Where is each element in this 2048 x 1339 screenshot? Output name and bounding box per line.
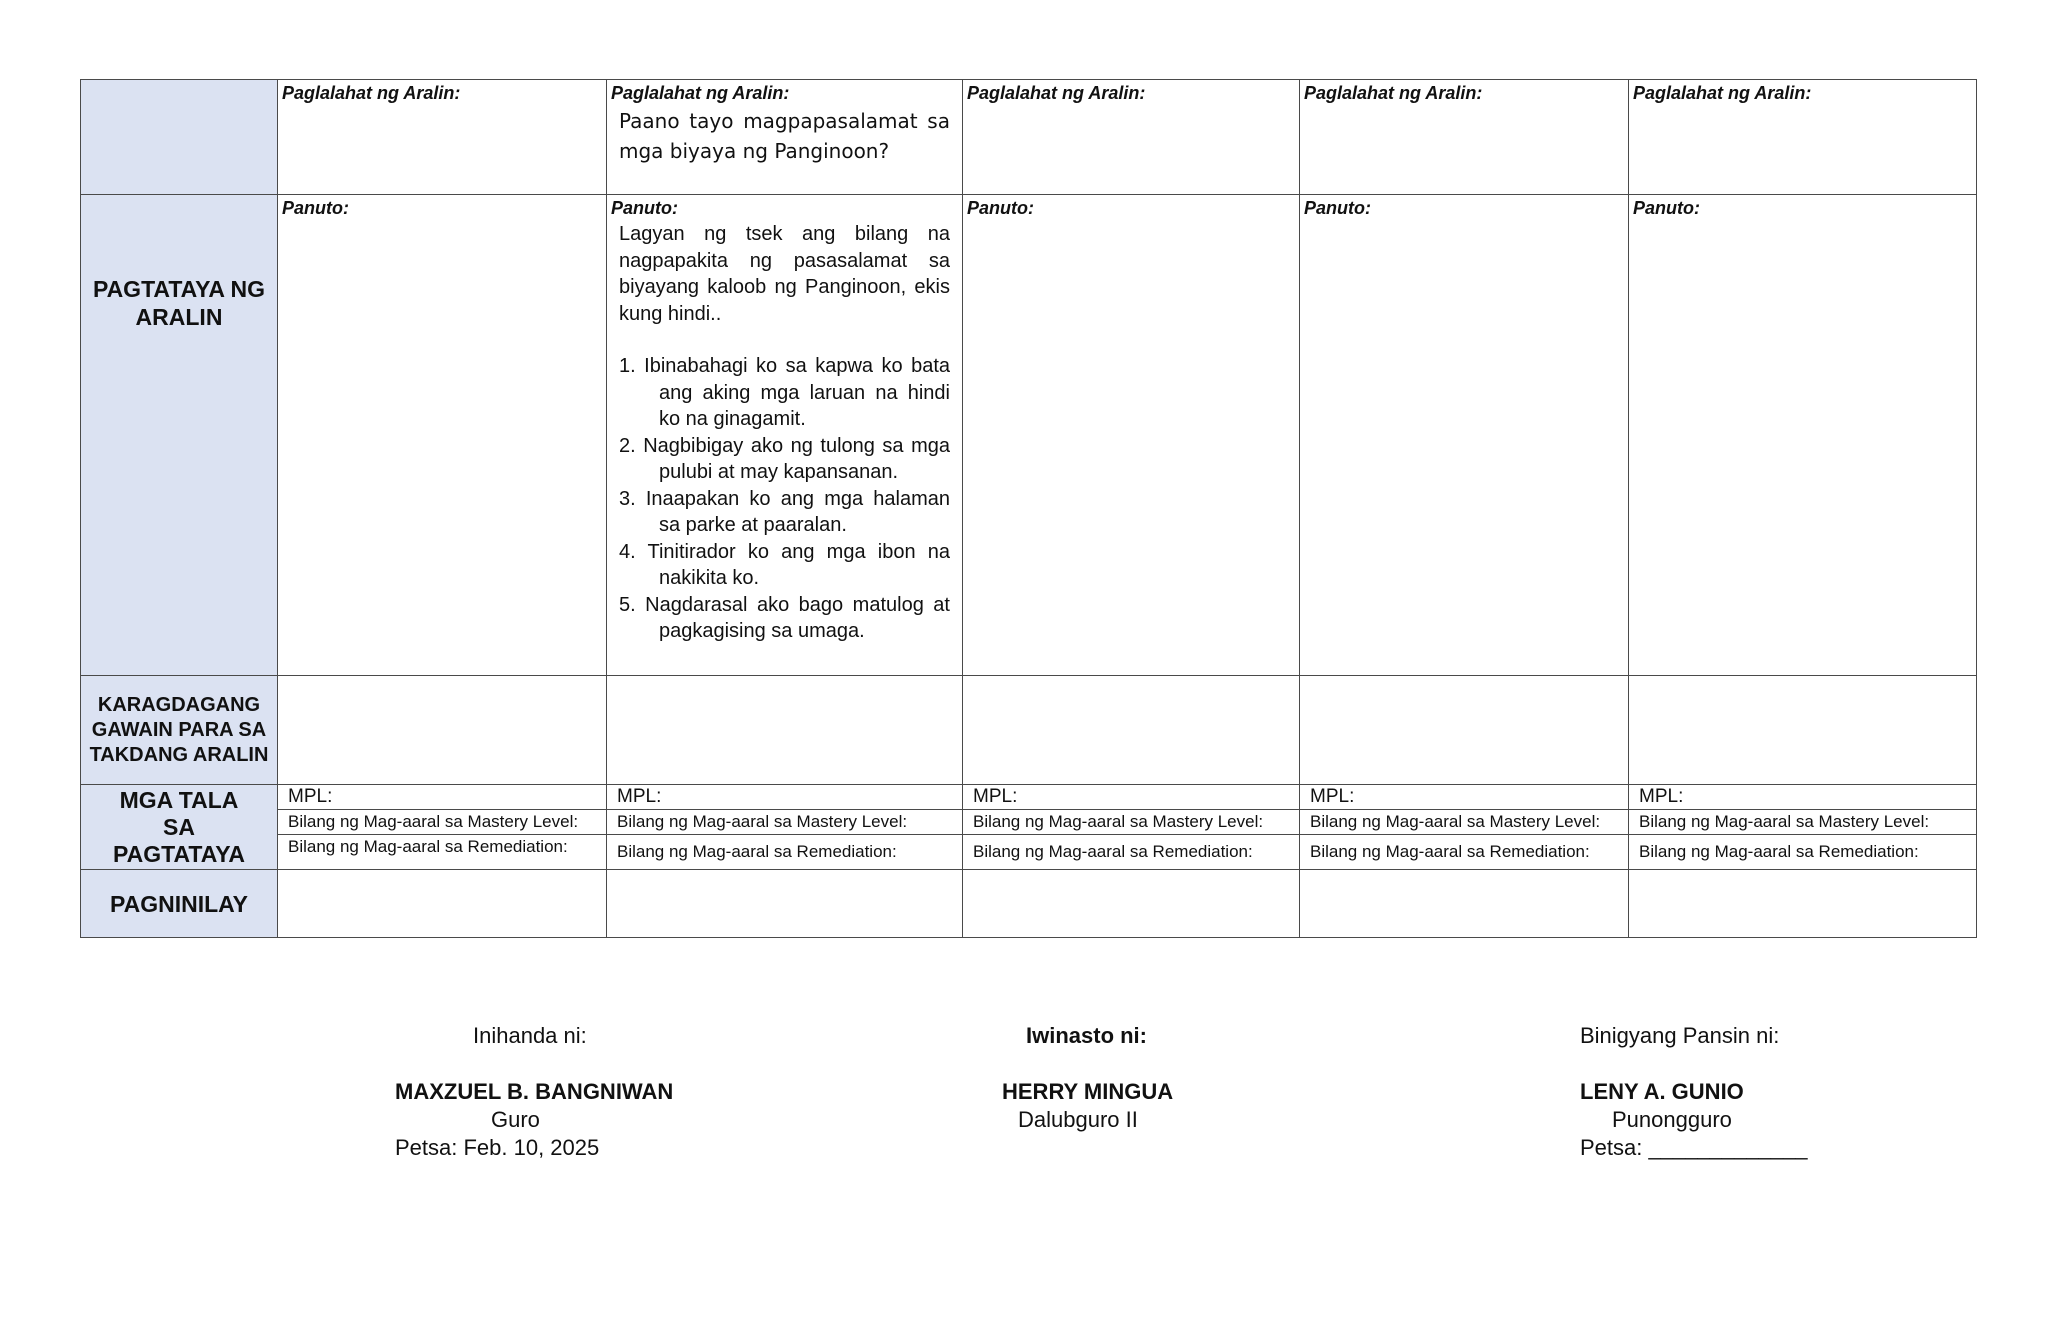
panuto-cell-tue	[607, 195, 963, 676]
row-label-pagtataya	[81, 195, 278, 676]
remediation-label: Bilang ng Mag-aaral sa Remediation:	[1639, 842, 1919, 861]
pagninilay-cell-tue	[607, 870, 963, 938]
karagdagang-label: KARAGDAGANG GAWAIN PARA SA TAKDANG ARALIN	[89, 693, 269, 766]
checked-by-name: HERRY MINGUA	[1002, 1079, 1174, 1104]
mastery-label: Bilang ng Mag-aaral sa Mastery Level:	[1300, 810, 1628, 835]
paglalahat-cell-wed	[963, 80, 1300, 195]
pagtataya-label: PAGTATAYA NG ARALIN	[92, 276, 266, 330]
tala-cell-fri	[1629, 785, 1977, 870]
assessment-item: 4. Tinitirador ko ang mga ibon na nakikita ko.	[619, 540, 950, 589]
row-label-pagninilay	[81, 870, 278, 938]
panuto-label: Panuto:	[1304, 198, 1371, 218]
lesson-plan-sheet	[80, 79, 1976, 937]
paglalahat-label: Paglalahat ng Aralin:	[1304, 83, 1483, 103]
row-label-karagdagang	[81, 676, 278, 785]
pagninilay-cell-thu	[1300, 870, 1629, 938]
panuto-cell-thu	[1300, 195, 1629, 676]
assessment-item: 1. Ibinabahagi ko sa kapwa ko bata ang aking mga laruan na hindi ko na ginagamit.	[619, 355, 950, 430]
mga-tala-row	[81, 785, 1977, 870]
pagninilay-label: PAGNINILAY	[109, 890, 249, 917]
pagninilay-cell-fri	[1629, 870, 1977, 938]
pagninilay-cell-mon	[278, 870, 607, 938]
mpl-label: MPL:	[1629, 785, 1976, 810]
lesson-plan-table	[80, 79, 1977, 938]
assessment-item: 2. Nagbibigay ako ng tulong sa mga pulubi at may kapansanan.	[619, 434, 950, 483]
mastery-label: Bilang ng Mag-aaral sa Mastery Level:	[278, 810, 606, 835]
mastery-label: Bilang ng Mag-aaral sa Mastery Level:	[607, 810, 962, 835]
panuto-label: Panuto:	[967, 198, 1034, 218]
checked-by-label: Iwinasto ni:	[1026, 1023, 1147, 1048]
prepared-by-date: Petsa: Feb. 10, 2025	[395, 1135, 600, 1160]
prepared-by-position: Guro	[491, 1107, 540, 1132]
assessment-item: 5. Nagdarasal ako bago matulog at pagkagising sa umaga.	[619, 593, 950, 642]
paglalahat-row	[81, 80, 1977, 195]
row-label-mga-tala	[81, 785, 278, 870]
mpl-label: MPL:	[278, 785, 606, 810]
prepared-by-label: Inihanda ni:	[473, 1023, 587, 1048]
noted-by-name: LENY A. GUNIO	[1580, 1079, 1744, 1104]
panuto-label: Panuto:	[282, 198, 349, 218]
noted-by-signature	[1580, 1022, 1808, 1162]
mpl-label: MPL:	[963, 785, 1299, 810]
panuto-cell-wed	[963, 195, 1300, 676]
row-label-empty	[81, 80, 278, 195]
karagdagang-cell-thu	[1300, 676, 1629, 785]
remediation-label: Bilang ng Mag-aaral sa Remediation:	[1310, 842, 1590, 861]
karagdagang-cell-tue	[607, 676, 963, 785]
mastery-label: Bilang ng Mag-aaral sa Mastery Level:	[1629, 810, 1976, 835]
pagninilay-cell-wed	[963, 870, 1300, 938]
paglalahat-label: Paglalahat ng Aralin:	[967, 83, 1146, 103]
paglalahat-cell-mon	[278, 80, 607, 195]
pagtataya-row	[81, 195, 1977, 676]
panuto-cell-fri	[1629, 195, 1977, 676]
panuto-label: Panuto:	[611, 198, 678, 218]
panuto-instruction: Lagyan ng tsek ang bilang na nagpapakita ng pasasalamat sa biyayang kaloob ng Panginoon, ekis kung hindi..	[619, 223, 950, 325]
mpl-label: MPL:	[607, 785, 962, 810]
mastery-label: Bilang ng Mag-aaral sa Mastery Level:	[963, 810, 1299, 835]
paglalahat-label: Paglalahat ng Aralin:	[282, 83, 461, 103]
noted-by-label: Binigyang Pansin ni:	[1580, 1023, 1780, 1048]
paglalahat-question: Paano tayo magpapasalamat sa mga biyaya ng Panginoon?	[619, 109, 950, 163]
karagdagang-cell-wed	[963, 676, 1300, 785]
panuto-label: Panuto:	[1633, 198, 1700, 218]
signature-block	[0, 1010, 2048, 1190]
prepared-by-name: MAXZUEL B. BANGNIWAN	[395, 1079, 674, 1104]
checked-by-signature	[1002, 1022, 1173, 1134]
paglalahat-cell-fri	[1629, 80, 1977, 195]
assessment-items	[607, 353, 962, 645]
prepared-by-signature	[395, 1022, 673, 1162]
mga-tala-label: MGA TALA SA PAGTATAYA	[112, 786, 246, 867]
tala-cell-wed	[963, 785, 1300, 870]
remediation-label: Bilang ng Mag-aaral sa Remediation:	[288, 837, 568, 856]
karagdagang-cell-fri	[1629, 676, 1977, 785]
checked-by-position: Dalubguro II	[1018, 1107, 1138, 1132]
paglalahat-cell-tue	[607, 80, 963, 195]
tala-cell-tue	[607, 785, 963, 870]
panuto-cell-mon	[278, 195, 607, 676]
assessment-item: 3. Inaapakan ko ang mga halaman sa parke at paaralan.	[619, 487, 950, 536]
mpl-label: MPL:	[1300, 785, 1628, 810]
noted-by-position: Punongguro	[1612, 1107, 1732, 1132]
pagninilay-row	[81, 870, 1977, 938]
tala-cell-mon	[278, 785, 607, 870]
remediation-label: Bilang ng Mag-aaral sa Remediation:	[617, 842, 897, 861]
karagdagang-row	[81, 676, 1977, 785]
karagdagang-cell-mon	[278, 676, 607, 785]
noted-by-date: Petsa: _____________	[1580, 1135, 1808, 1160]
paglalahat-label: Paglalahat ng Aralin:	[1633, 83, 1812, 103]
paglalahat-label: Paglalahat ng Aralin:	[611, 83, 790, 103]
paglalahat-cell-thu	[1300, 80, 1629, 195]
remediation-label: Bilang ng Mag-aaral sa Remediation:	[973, 842, 1253, 861]
tala-cell-thu	[1300, 785, 1629, 870]
